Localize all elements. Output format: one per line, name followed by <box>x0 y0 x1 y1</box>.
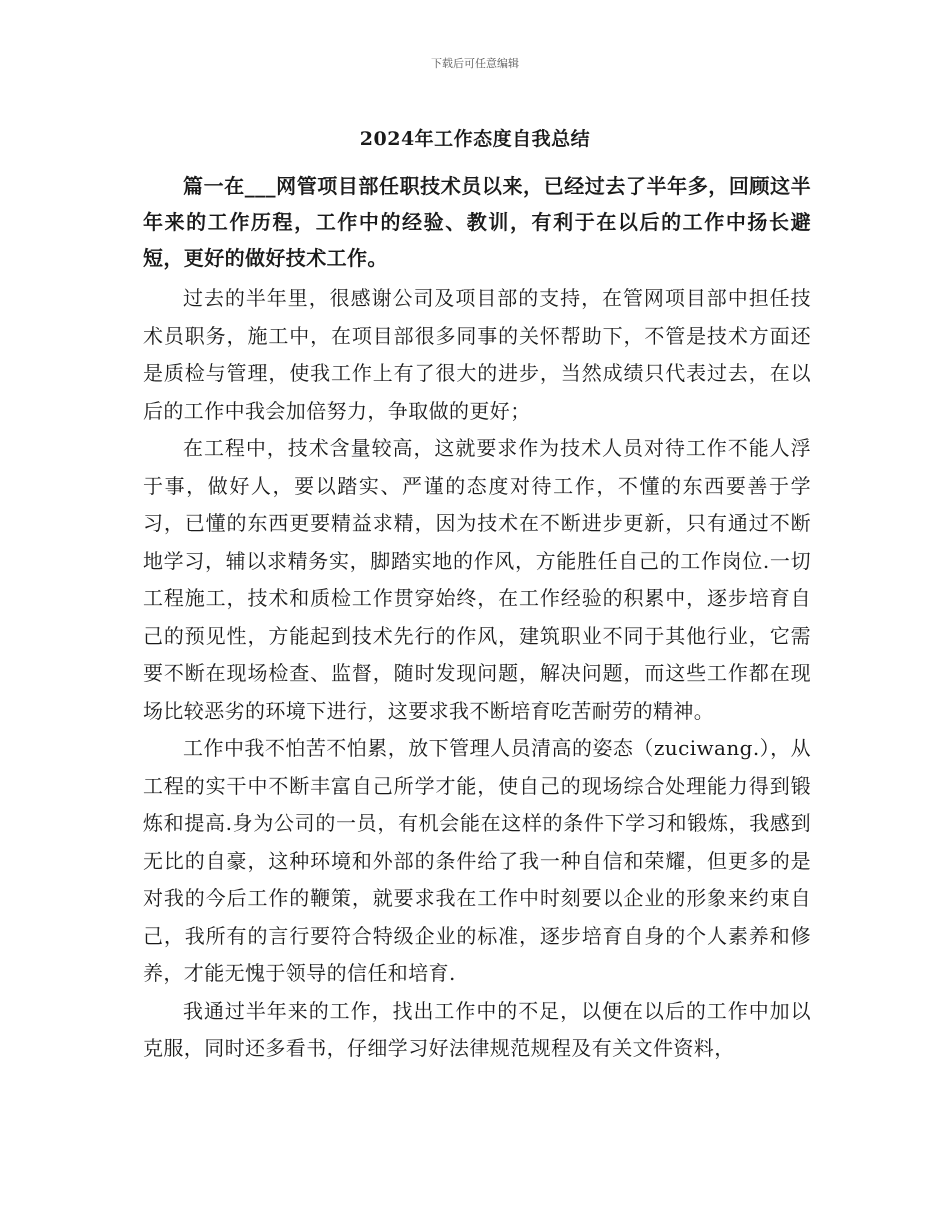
document-body <box>143 168 811 1068</box>
body-paragraph-1: 过去的半年里，很感谢公司及项目部的支持，在管网项目部中担任技术员职务，施工中，在项目部很多同事的关怀帮助下，不管是技术方面还是质检与管理，使我工作上有了很大的进步，当然成绩只代表过去，在以后的工作中我会加倍努力，争取做的更好； <box>143 286 811 423</box>
document-title: 2024年工作态度自我总结 <box>359 128 591 150</box>
body-paragraph-2: 在工程中，技术含量较高，这就要求作为技术人员对待工作不能人浮于事，做好人，要以踏实、严谨的态度对待工作，不懂的东西要善于学习，已懂的东西更要精益求精，因为技术在不断进步更新，只有通过不断地学习，辅以求精务实，脚踏实地的作风，方能胜任自己的工作岗位.一切工程施工，技术和质检工作贯穿始终，在工作经验的积累中，逐步培育自己的预见性，方能起到技术先行的作风，建筑职业不同于其他行业，它需要不断在现场检查、监督，随时发现问题，解决问题，而这些工作都在现场比较恶劣的环境下进行，这要求我不断培育吃苦耐劳的精神。 <box>143 436 811 723</box>
header-note: 下载后可任意编辑 <box>431 57 519 70</box>
body-paragraph-3: 工作中我不怕苦不怕累，放下管理人员清高的姿态（zuciwang.），从工程的实干中不断丰富自己所学才能，使自己的现场综合处理能力得到锻炼和提高.身为公司的一员，有机会能在这样的条件下学习和锻炼，我感到无比的自豪，这种环境和外部的条件给了我一种自信和荣耀，但更多的是对我的今后工作的鞭策，就要求我在工作中时刻要以企业的形象来约束自己，我所有的言行要符合特级企业的标准，逐步培育自身的个人素养和修养，才能无愧于领导的信任和培育. <box>143 736 811 985</box>
lead-paragraph: 篇一在___网管项目部任职技术员以来，已经过去了半年多，回顾这半年来的工作历程，工作中的经验、教训，有利于在以后的工作中扬长避短，更好的做好技术工作。 <box>143 174 811 270</box>
body-paragraph-4: 我通过半年来的工作，找出工作中的不足，以便在以后的工作中加以克服，同时还多看书，仔细学习好法律规范规程及有关文件资料， <box>143 998 811 1060</box>
